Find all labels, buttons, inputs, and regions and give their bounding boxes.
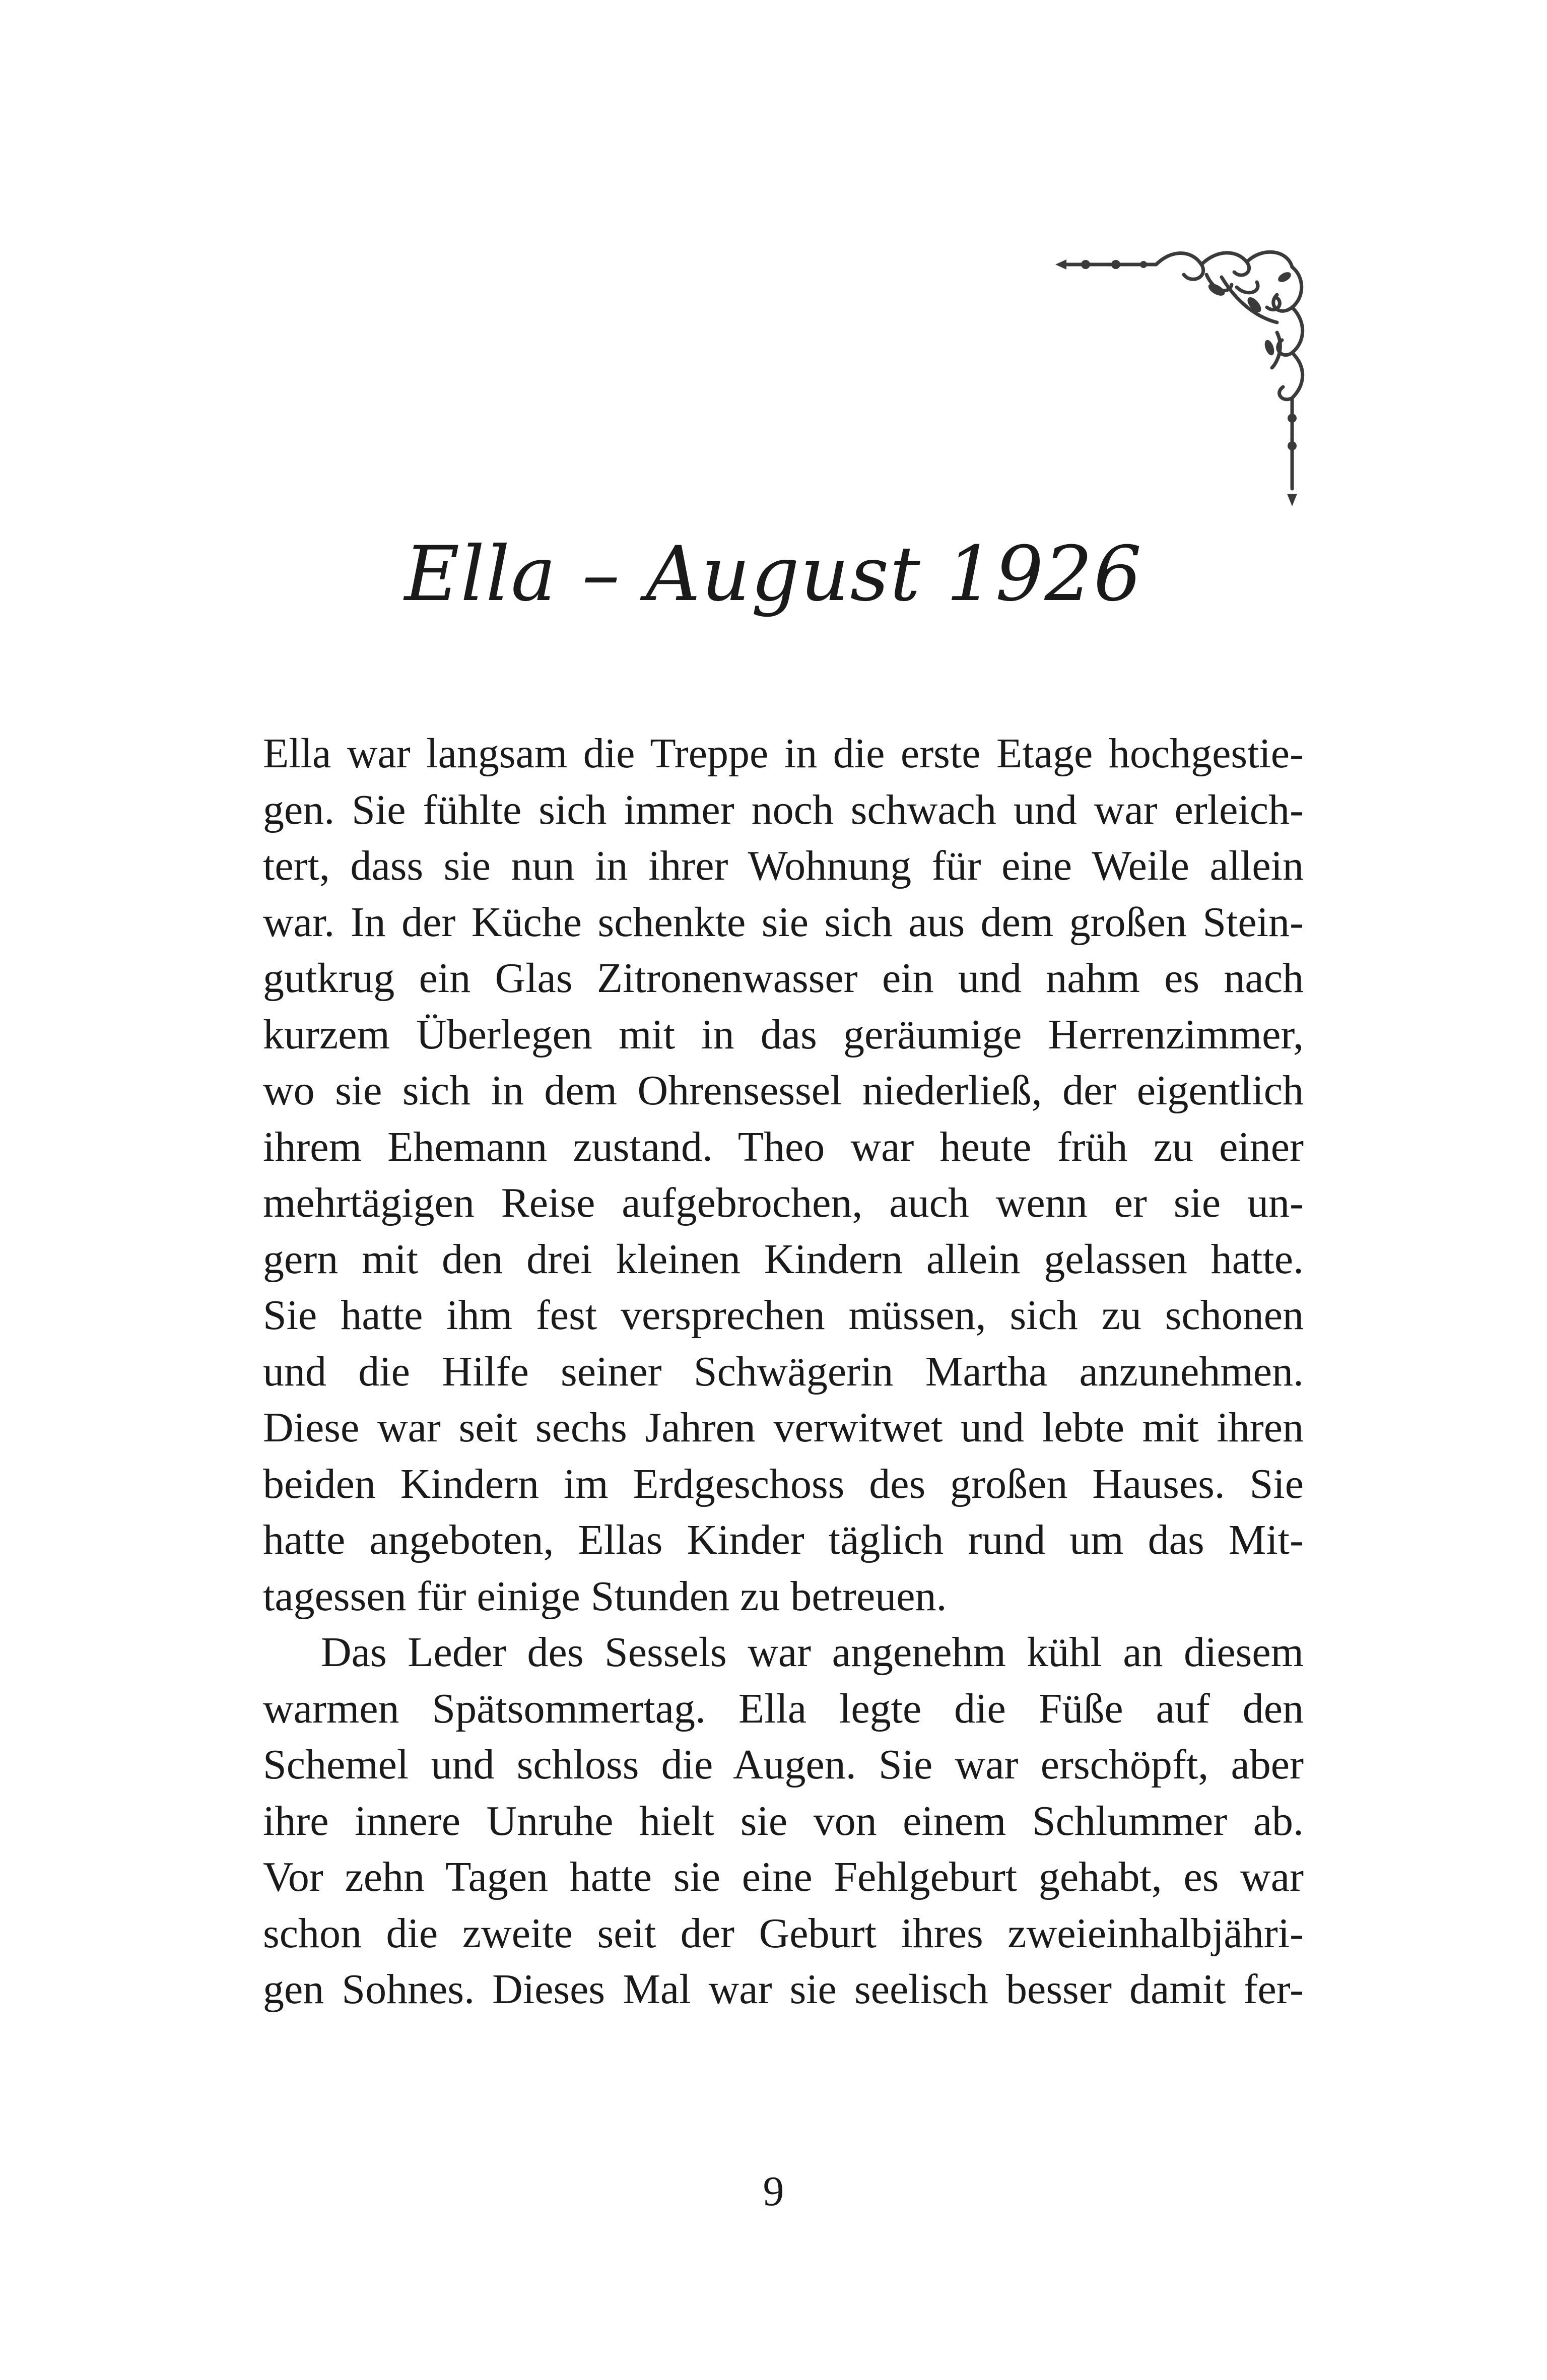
text-line: warmen Spätsommertag. Ella legte die Füße auf den	[263, 1685, 1304, 1732]
text-line: mehrtägigen Reise aufgebrochen, auch wenn er sie un-	[263, 1179, 1304, 1226]
body-text	[263, 725, 1304, 2018]
text-line: Sie hatte ihm fest versprechen müssen, sich zu schonen	[263, 1292, 1304, 1339]
paragraph	[263, 1624, 1304, 2018]
text-line: gern mit den drei kleinen Kindern allein gelassen hatte.	[263, 1235, 1304, 1283]
text-line: gutkrug ein Glas Zitronenwasser ein und nahm es nach	[263, 955, 1304, 1002]
text-line: Vor zehn Tagen hatte sie eine Fehlgeburt gehabt, es war	[263, 1854, 1304, 1900]
text-line: Schemel und schloss die Augen. Sie war erschöpft, aber	[263, 1741, 1304, 1788]
text-line: hatte angeboten, Ellas Kinder täglich rund um das Mit-	[263, 1516, 1304, 1563]
paragraph	[263, 725, 1304, 1624]
text-line: ihrem Ehemann zustand. Theo war heute früh zu einer	[263, 1123, 1304, 1170]
corner-flourish-icon	[1055, 247, 1312, 509]
text-line: Diese war seit sechs Jahren verwitwet und lebte mit ihren	[263, 1404, 1304, 1451]
text-line: ihre innere Unruhe hielt sie von einem Schlummer ab.	[263, 1797, 1304, 1844]
page-number: 9	[763, 2168, 784, 2215]
text-line: kurzem Überlegen mit in das geräumige Herrenzimmer,	[263, 1011, 1304, 1058]
text-line: wo sie sich in dem Ohrensessel niederließ, der eigentlich	[263, 1067, 1304, 1114]
text-line: gen Sohnes. Dieses Mal war sie seelisch besser damit fer-	[263, 1966, 1304, 2013]
text-line: schon die zweite seit der Geburt ihres zweieinhalbjähri-	[263, 1909, 1304, 1957]
text-line: Das Leder des Sessels war angenehm kühl an diesem	[321, 1629, 1304, 1676]
text-line: Ella war langsam die Treppe in die erste Etage hochgestie-	[263, 730, 1304, 777]
text-line: und die Hilfe seiner Schwägerin Martha anzunehmen.	[263, 1348, 1304, 1395]
text-line: tert, dass sie nun in ihrer Wohnung für eine Weile allein	[263, 842, 1304, 889]
chapter-title: Ella – August 1926	[404, 531, 1143, 618]
text-line: gen. Sie fühlte sich immer noch schwach und war erleich-	[263, 786, 1304, 833]
text-line: tagessen für einige Stunden zu betreuen.	[263, 1572, 947, 1620]
text-line: beiden Kindern im Erdgeschoss des großen Hauses. Sie	[263, 1460, 1304, 1507]
text-line: war. In der Küche schenkte sie sich aus dem großen Stein-	[263, 898, 1304, 946]
